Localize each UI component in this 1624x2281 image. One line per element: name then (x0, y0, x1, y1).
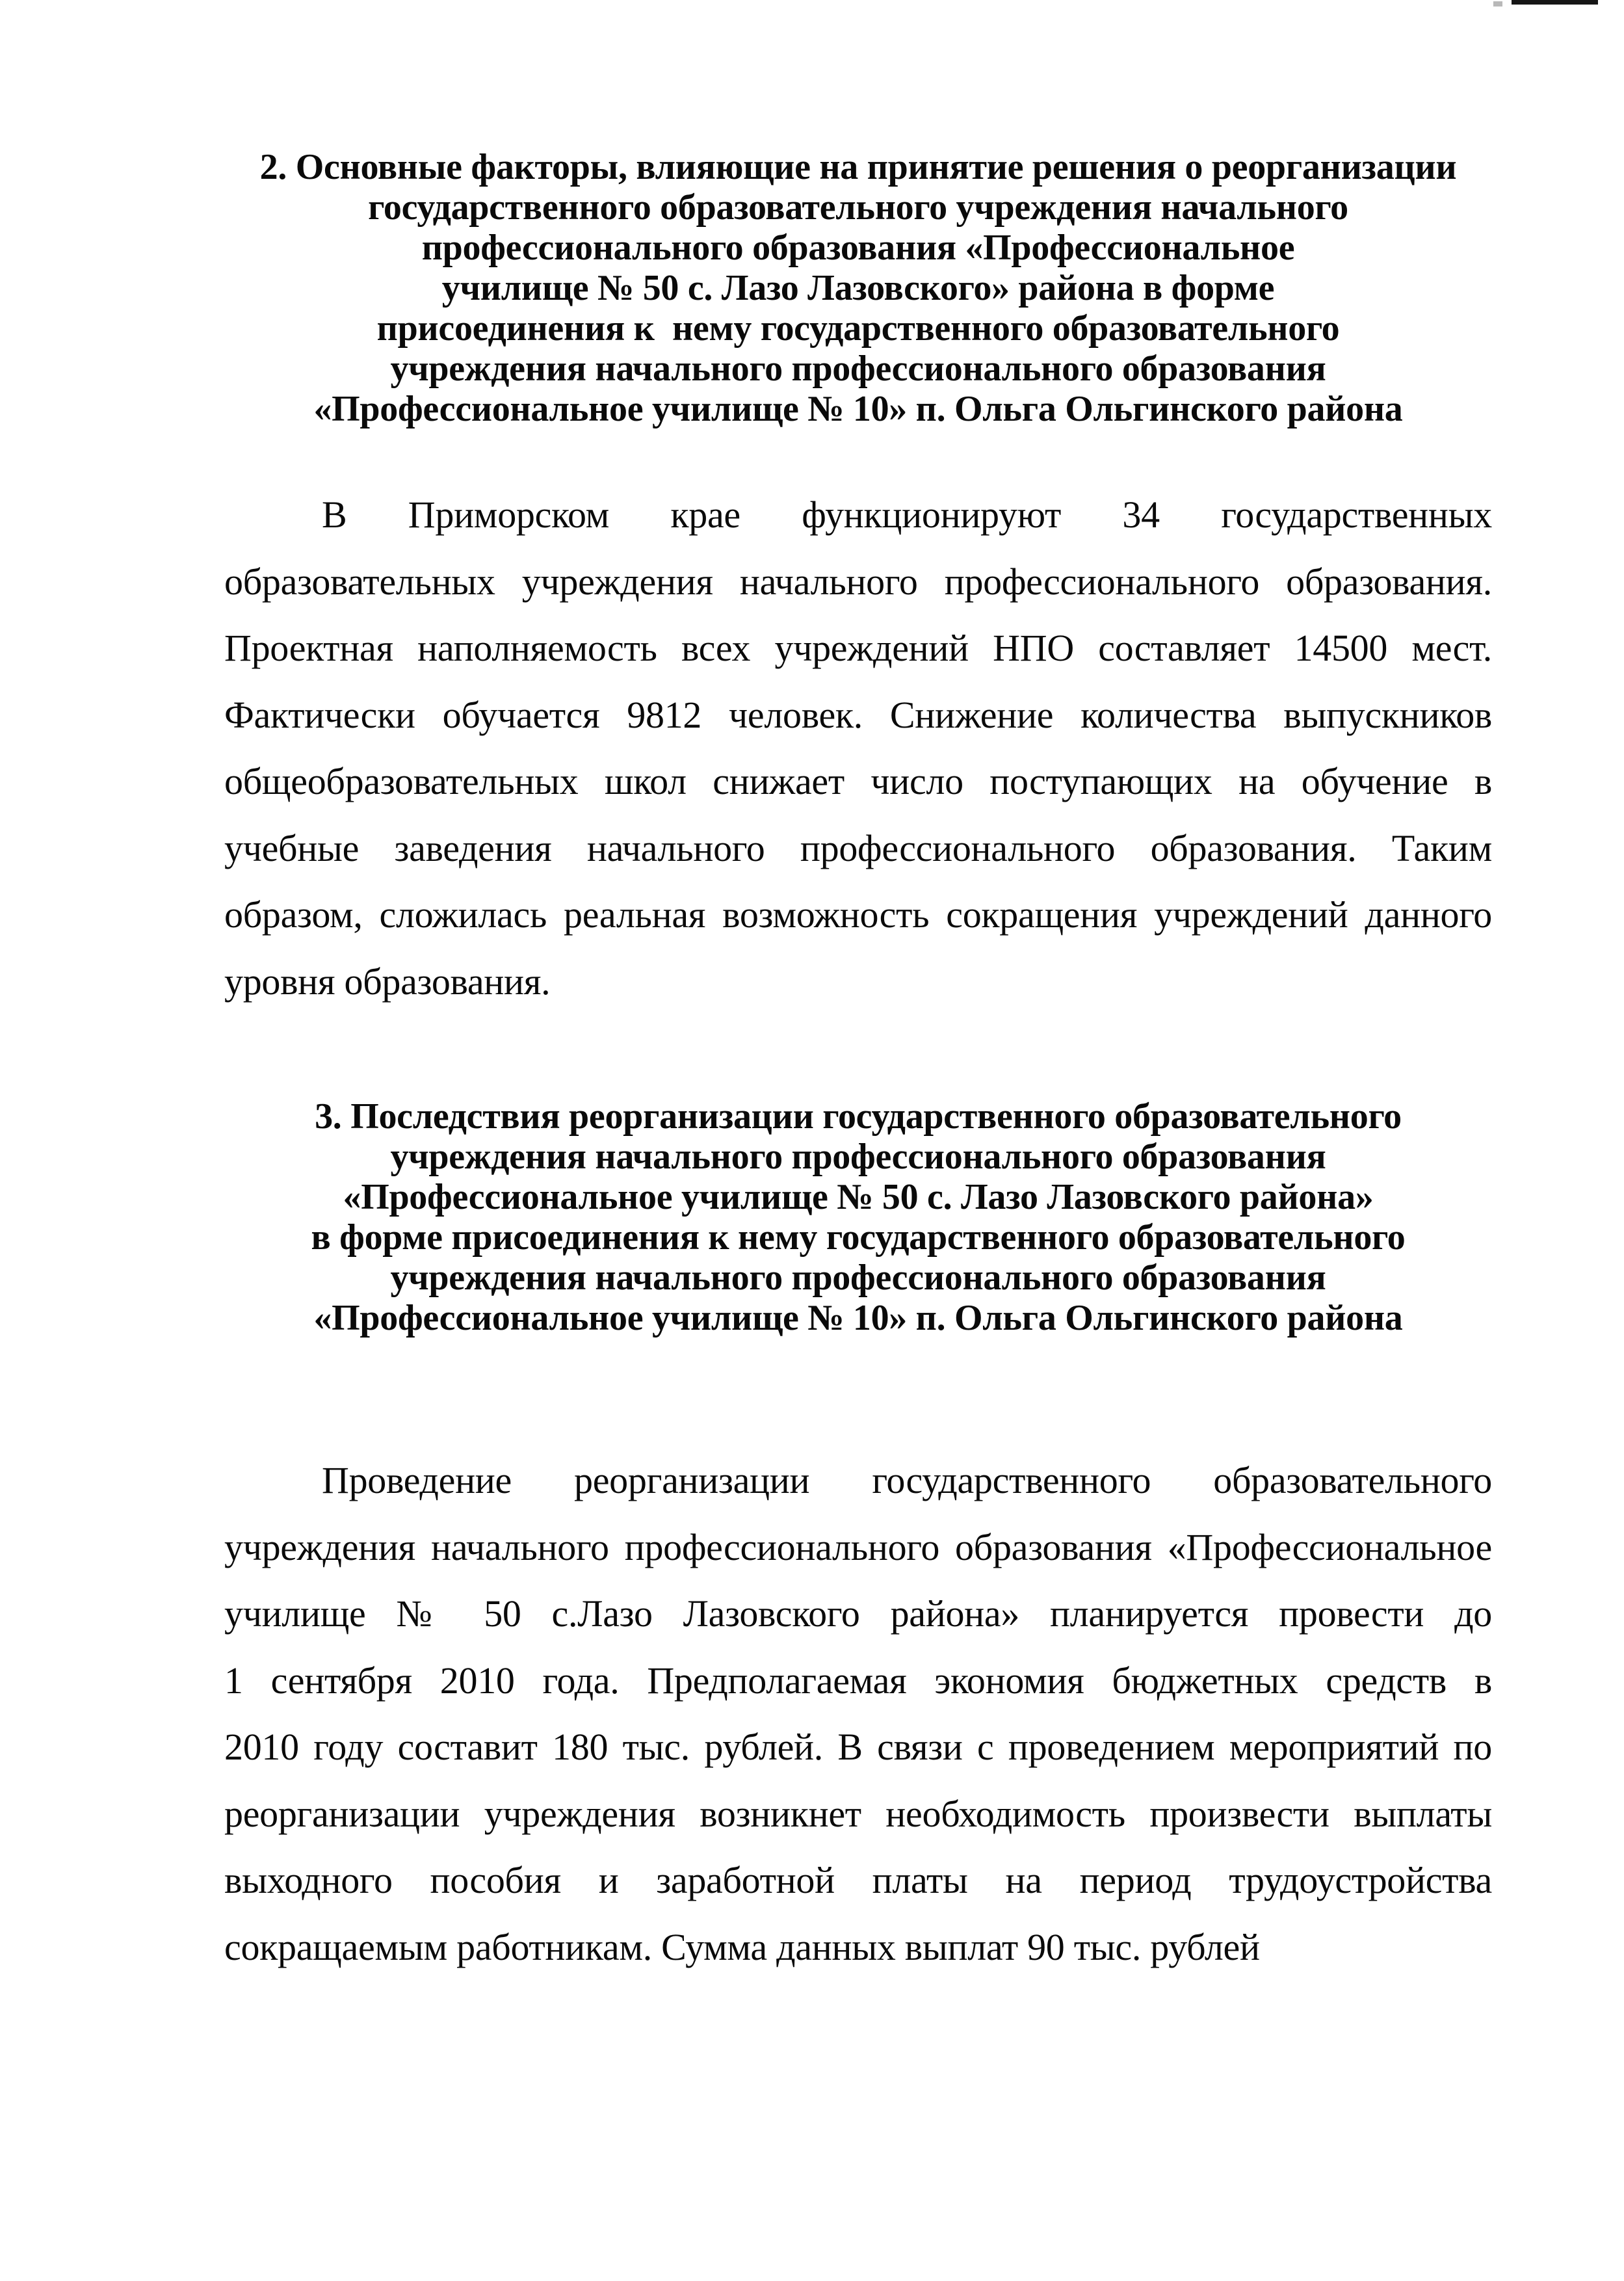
paragraph-line: В Приморском крае функционируют 34 государственных (322, 494, 1492, 536)
section-2-heading (224, 147, 1492, 429)
section-3-heading-line: в форме присоединения к нему государственного образовательного (311, 1217, 1406, 1258)
paragraph-line: учреждения начального профессионального образования «Профессиональное (224, 1525, 1492, 1568)
section-3-heading-line: учреждения начального профессионального образования (390, 1137, 1326, 1177)
section-2-heading-line: «Профессиональное училище № 10» п. Ольга Ольгинского района (313, 389, 1403, 429)
paragraph-line: выходного пособия и заработной платы на период трудоустройства (224, 1859, 1492, 1901)
paragraph-line: учебные заведения начального профессионального образования. Таким (224, 826, 1492, 869)
paragraph-line: Проведение реорганизации государственного образовательного (322, 1459, 1492, 1501)
paragraph-line: образом, сложилась реальная возможность сокращения учреждений данного (224, 893, 1492, 936)
section-2-heading-line: учреждения начального профессионального образования (390, 349, 1326, 389)
section-2-paragraph (224, 482, 1492, 1015)
paragraph-line: уровня образования. (224, 960, 551, 1003)
paragraph-line: реорганизации учреждения возникнет необходимость произвести выплаты (224, 1792, 1492, 1835)
paragraph-line: 2010 году составит 180 тыс. рублей. В связи с проведением мероприятий по (224, 1726, 1492, 1768)
section-3-paragraph (224, 1447, 1492, 1981)
paragraph-line: сокращаемым работникам. Сумма данных выплат 90 тыс. рублей (224, 1925, 1260, 1968)
section-3-heading-line: «Профессиональное училище № 10» п. Ольга Ольгинского района (313, 1298, 1403, 1338)
section-3-heading-line: 3. Последствия реорганизации государственного образовательного (315, 1096, 1402, 1137)
section-2-heading-line: 2. Основные факторы, влияющие на принятие решения о реорганизации (259, 147, 1457, 187)
scan-artifact-speckle (1493, 1, 1502, 7)
paragraph-line: Фактически обучается 9812 человек. Снижение количества выпускников (224, 693, 1492, 736)
section-3-heading (224, 1096, 1492, 1338)
paragraph-line: общеобразовательных школ снижает число поступающих на обучение в (224, 760, 1492, 802)
section-2-heading-line: профессионального образования «Профессиональное (421, 228, 1295, 268)
paragraph-line: 1 сентября 2010 года. Предполагаемая экономия бюджетных средств в (224, 1659, 1492, 1702)
paragraph-line: Проектная наполняемость всех учреждений НПО составляет 14500 мест. (224, 627, 1492, 669)
section-3-heading-line: «Профессиональное училище № 50 с. Лазо Лазовского района» (343, 1177, 1374, 1217)
section-2-heading-line: государственного образовательного учреждения начального (368, 187, 1348, 228)
section-3-heading-line: учреждения начального профессионального образования (390, 1258, 1326, 1298)
paragraph-line: училище № 50 с.Лазо Лазовского района» планируется провести до (224, 1592, 1492, 1635)
section-2-heading-line: присоединения к нему государственного образовательного (376, 308, 1340, 349)
paragraph-line: образовательных учреждения начального профессионального образования. (224, 560, 1492, 603)
scan-artifact-bar (1512, 0, 1598, 5)
section-2-heading-line: училище № 50 с. Лазо Лазовского» района в форме (441, 268, 1275, 308)
